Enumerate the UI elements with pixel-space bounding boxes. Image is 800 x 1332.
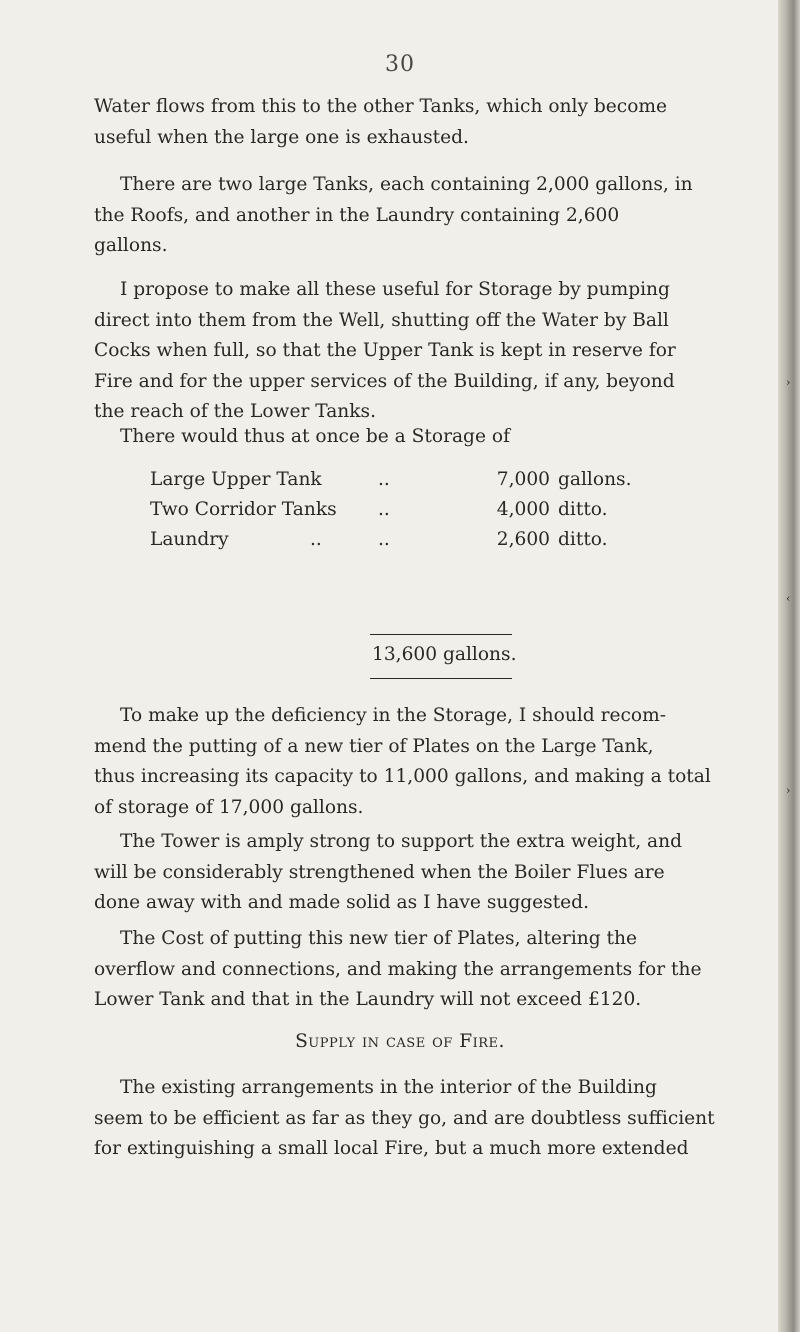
text-line: overflow and connections, and making the arrangements for the xyxy=(94,958,702,980)
table-row xyxy=(150,495,670,525)
text-line: Water flows from this to the other Tanks, which only become xyxy=(94,96,668,117)
total-rule xyxy=(370,634,512,635)
text-line: The existing arrangements in the interior of the Building xyxy=(120,1077,657,1098)
text-line: Lower Tank and that in the Laundry will not exceed £120. xyxy=(94,989,642,1010)
text-line: seem to be efficient as far as they go, and are doubtless sufficient xyxy=(94,1107,715,1129)
text-line: useful when the large one is exhausted. xyxy=(94,126,469,148)
tank-unit: ditto. xyxy=(558,499,608,520)
text-line: The Cost of putting this new tier of Plates, altering the xyxy=(120,928,638,949)
tank-unit: gallons. xyxy=(558,469,632,490)
paragraph-5 xyxy=(94,701,766,823)
section-heading: Supply in case of Fire. xyxy=(295,1031,505,1052)
leader-dots: .. xyxy=(378,529,390,550)
text-line: done away with and made solid as I have suggested. xyxy=(94,892,589,913)
text-line: will be considerably strengthened when the Boiler Flues are xyxy=(94,861,665,883)
tank-amount: 4,000 xyxy=(496,499,550,520)
leader-dots: .. xyxy=(378,469,390,490)
text-line: mend the putting of a new tier of Plates on the Large Tank, xyxy=(94,735,654,757)
paragraph-7 xyxy=(94,924,766,1016)
leader-dots: .. xyxy=(310,529,322,550)
margin-mark: › xyxy=(786,784,791,797)
section-rule xyxy=(370,678,512,679)
text-line: gallons. xyxy=(94,235,168,256)
text-line: I propose to make all these useful for Storage by pumping xyxy=(120,279,670,300)
storage-total: 13,600 gallons. xyxy=(372,644,517,665)
text-line: for extinguishing a small local Fire, but a much more extended xyxy=(94,1138,689,1159)
text-line: the Roofs, and another in the Laundry containing 2,600 xyxy=(94,204,620,226)
page-number: 30 xyxy=(385,52,415,77)
paragraph-1 xyxy=(94,92,766,153)
leader-dots: .. xyxy=(378,499,390,520)
tank-amount: 7,000 xyxy=(496,469,550,490)
text-line: the reach of the Lower Tanks. xyxy=(94,401,376,422)
text-line: To make up the deficiency in the Storage, I should recom- xyxy=(120,705,667,726)
text-line: The Tower is amply strong to support the extra weight, and xyxy=(120,831,682,852)
paragraph-8 xyxy=(94,1073,766,1165)
text-line: of storage of 17,000 gallons. xyxy=(94,796,364,818)
tank-amount: 2,600 xyxy=(496,529,550,550)
text-line: There would thus at once be a Storage of xyxy=(120,426,510,447)
margin-mark: ‹ xyxy=(786,592,791,605)
text-line: Fire and for the upper services of the Building, if any, beyond xyxy=(94,370,675,392)
paragraph-4 xyxy=(94,422,766,453)
table-row xyxy=(150,525,670,555)
tank-label: Laundry xyxy=(150,529,229,550)
margin-mark: › xyxy=(786,376,791,389)
paragraph-6 xyxy=(94,827,766,919)
text-line: thus increasing its capacity to 11,000 gallons, and making a total xyxy=(94,766,711,787)
tank-label: Large Upper Tank xyxy=(150,469,322,490)
paragraph-2 xyxy=(94,170,766,262)
storage-table xyxy=(150,465,670,555)
paragraph-3 xyxy=(94,275,766,428)
table-row xyxy=(150,465,670,495)
page-edge-shadow xyxy=(778,0,800,1332)
text-line: There are two large Tanks, each containing 2,000 gallons, in xyxy=(120,174,693,195)
tank-label: Two Corridor Tanks xyxy=(150,499,337,520)
text-line: direct into them from the Well, shutting off the Water by Ball xyxy=(94,309,669,331)
text-line: Cocks when full, so that the Upper Tank is kept in reserve for xyxy=(94,340,676,361)
tank-unit: ditto. xyxy=(558,529,608,550)
